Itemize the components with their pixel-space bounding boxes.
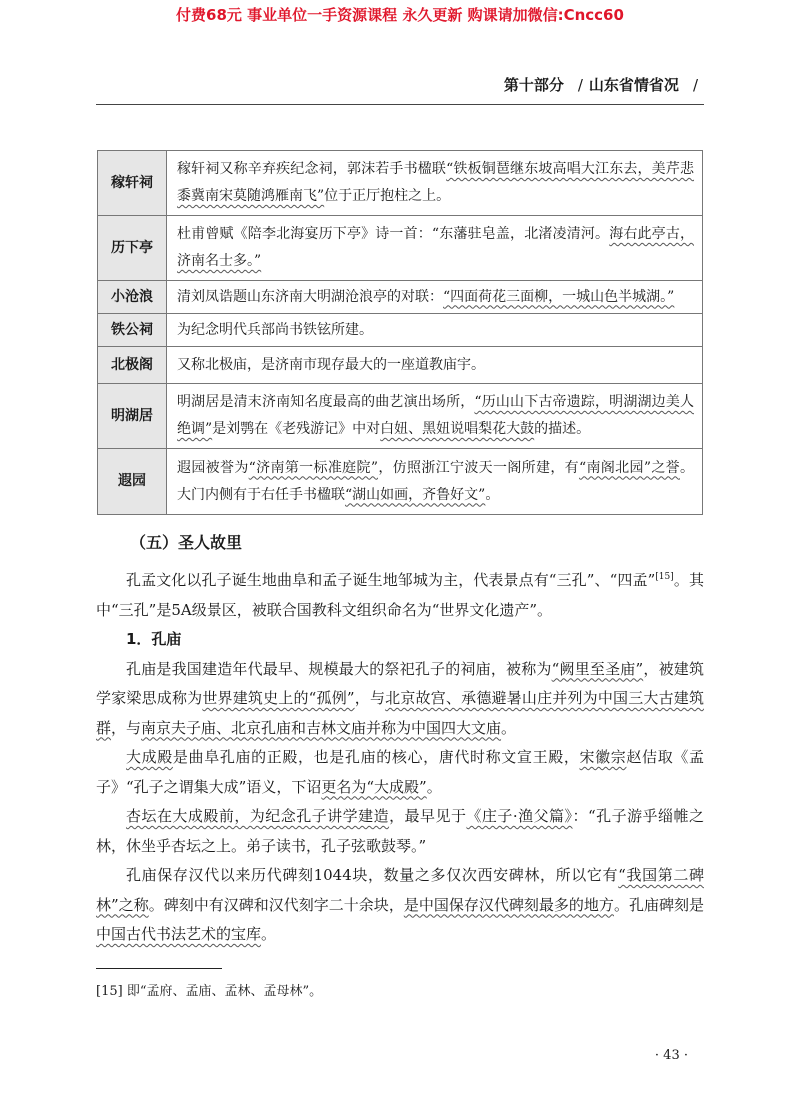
body-text xyxy=(96,566,704,950)
text-run: 孔庙保存汉代以来历代碑刻1044块，数量之多仅次西安碑林，所以它有 xyxy=(126,866,619,884)
wavy-emphasis: “济南第一标准庭院” xyxy=(248,459,378,476)
footnote-rule xyxy=(96,968,222,969)
footnote-reference[interactable]: [15] xyxy=(655,572,674,582)
wavy-emphasis: “历山山下古帝遗踪，明湖湖边美人绝调” xyxy=(177,394,694,437)
watermark-banner: 付费68元 事业单位一手资源课程 永久更新 购课请加微信:Cncc60 xyxy=(176,6,624,24)
wavy-emphasis: “南阁北园”之誉 xyxy=(579,459,680,476)
text-run: ，最早见于 xyxy=(389,807,467,825)
text-run: 。孔庙碑刻是 xyxy=(613,895,704,914)
site-description xyxy=(167,216,703,281)
text-run: ，与 xyxy=(111,718,142,737)
wavy-emphasis: “阙里至圣庙” xyxy=(551,659,644,678)
text-run: 。 xyxy=(261,925,277,943)
table-row xyxy=(98,314,703,347)
section-title: （五）圣人故里 xyxy=(130,533,243,552)
footnote-text: 即“孟府、孟庙、孟林、孟母林”。 xyxy=(126,984,323,999)
text-run: 孔孟文化以孔子诞生地曲阜和孟子诞生地邹城为主，代表景点有“三孔”、“四孟” xyxy=(126,571,656,589)
wavy-emphasis: 更名为“大成殿” xyxy=(321,777,427,796)
paragraph xyxy=(96,655,704,744)
site-description xyxy=(167,281,703,314)
wavy-emphasis: 大成殿 xyxy=(126,748,173,766)
text-run: 稼轩祠又称辛弃疾纪念祠，郭沫若手书楹联 xyxy=(177,161,447,177)
page-number: · 43 · xyxy=(654,1048,688,1063)
site-description xyxy=(167,151,703,216)
wavy-emphasis: 杏坛在大成殿前，为纪念孔子讲学建造 xyxy=(126,807,390,825)
wavy-emphasis: 《庄子·渔父篇》 xyxy=(466,807,573,825)
text-run: 清刘凤诰题山东济南大明湖沧浪亭的对联： xyxy=(177,288,443,305)
site-description xyxy=(167,449,703,515)
wavy-emphasis: 南京夫子庙、北京孔庙和吉林文庙并称为中国四大文庙 xyxy=(141,718,502,737)
wavy-emphasis: “四面荷花三面柳，一城山色半城湖。” xyxy=(443,288,675,305)
site-name: 铁公祠 xyxy=(98,314,167,347)
text-run: 。大门内侧有于右任手书楹联 xyxy=(177,459,694,503)
header-separator: / xyxy=(577,76,583,94)
text-run: 赵佶取《孟子》“孔子之谓集大成”语义，下诏 xyxy=(96,748,704,796)
site-name: 历下亭 xyxy=(98,216,167,281)
text-run: 孔庙是我国建造年代最早、规模最大的祭祀孔子的祠庙，被称为 xyxy=(126,659,552,678)
header-rule xyxy=(96,104,704,105)
text-run: 是刘鹗在《老残游记》中对 xyxy=(212,421,381,437)
site-description: 又称北极庙，是济南市现存最大的一座道教庙宇。 xyxy=(167,347,703,384)
footnote xyxy=(96,980,322,999)
wavy-emphasis: 海右此亭古，济南名士多。” xyxy=(177,226,694,269)
text-run: ：“孔子游乎缁帷之林，休坐乎杏坛之上。弟子读书，孔子弦歌鼓琴。” xyxy=(96,807,704,855)
table-row xyxy=(98,151,703,216)
footnote-number: [15] xyxy=(96,984,123,999)
site-name: 小沧浪 xyxy=(98,281,167,314)
paragraph xyxy=(96,743,704,802)
text-run: ，被建筑学家梁思成称为 xyxy=(96,659,704,707)
running-header xyxy=(504,74,704,95)
site-name: 北极阁 xyxy=(98,347,167,384)
wavy-emphasis: 宋徽宗 xyxy=(579,748,627,766)
site-description: 为纪念明代兵部尚书铁铉所建。 xyxy=(167,314,703,347)
text-run: 。 xyxy=(426,777,442,796)
wavy-emphasis: “湖山如画，齐鲁好文” xyxy=(345,486,486,503)
text-run: 。 xyxy=(485,486,500,503)
table-row xyxy=(98,347,703,384)
wavy-emphasis: 白妞、黑妞说唱梨花大鼓 xyxy=(380,421,535,437)
site-description xyxy=(167,384,703,449)
wavy-emphasis: 中国古代书法艺术的宝库 xyxy=(96,925,262,943)
sites-table xyxy=(97,150,703,515)
intro-paragraph xyxy=(96,566,704,625)
site-name: 遐园 xyxy=(98,449,167,515)
subheading-confucius-temple: 1．孔庙 xyxy=(126,630,182,648)
text-run: ，仿照浙江宁波天一阁所建，有 xyxy=(378,459,580,476)
text-run: 位于正厅抱柱之上。 xyxy=(324,188,451,204)
site-name: 明湖居 xyxy=(98,384,167,449)
table-row xyxy=(98,281,703,314)
text-run: 明湖居是清末济南知名度最高的曲艺演出场所， xyxy=(177,394,475,410)
wavy-emphasis: “我国第二碑林”之称 xyxy=(96,866,704,914)
text-run: 是曲阜孔庙的正殿，也是孔庙的核心，唐代时称文宣王殿， xyxy=(172,748,580,766)
wavy-emphasis: 是中国保存汉代碑刻最多的地方 xyxy=(403,895,614,914)
text-run: 杜甫曾赋《陪李北海宴历下亭》诗一首：“东藩驻皂盖，北渚凌清河。 xyxy=(177,226,610,242)
wavy-emphasis: “铁板铜琶继东坡高唱大江东去，美芹悲黍冀南宋莫随鸿雁南飞” xyxy=(177,161,695,204)
header-title: 山东省情省况 xyxy=(588,76,679,94)
header-part: 第十部分 xyxy=(503,76,564,94)
table-row xyxy=(98,449,703,515)
table-row xyxy=(98,216,703,281)
paragraph xyxy=(96,861,704,950)
text-run: 。碑刻中有汉碑和汉代刻字二十余块， xyxy=(148,895,404,914)
site-name: 稼轩祠 xyxy=(98,151,167,216)
text-run: ，与 xyxy=(354,689,386,707)
table-row xyxy=(98,384,703,449)
text-run: 的描述。 xyxy=(534,421,591,437)
wavy-emphasis: 北京故宫、承德避暑山庄并列为中国三大古建筑群 xyxy=(96,689,704,737)
paragraph xyxy=(96,802,704,861)
text-run: 。其中“三孔”是5A级景区，被联合国教科文组织命名为“世界文化遗产”。 xyxy=(96,571,704,619)
wavy-emphasis: 世界建筑史上的“孤例” xyxy=(202,689,355,707)
text-run: 。 xyxy=(501,718,517,737)
text-run: 遐园被誉为 xyxy=(177,459,249,476)
header-separator-end: / xyxy=(692,76,698,94)
